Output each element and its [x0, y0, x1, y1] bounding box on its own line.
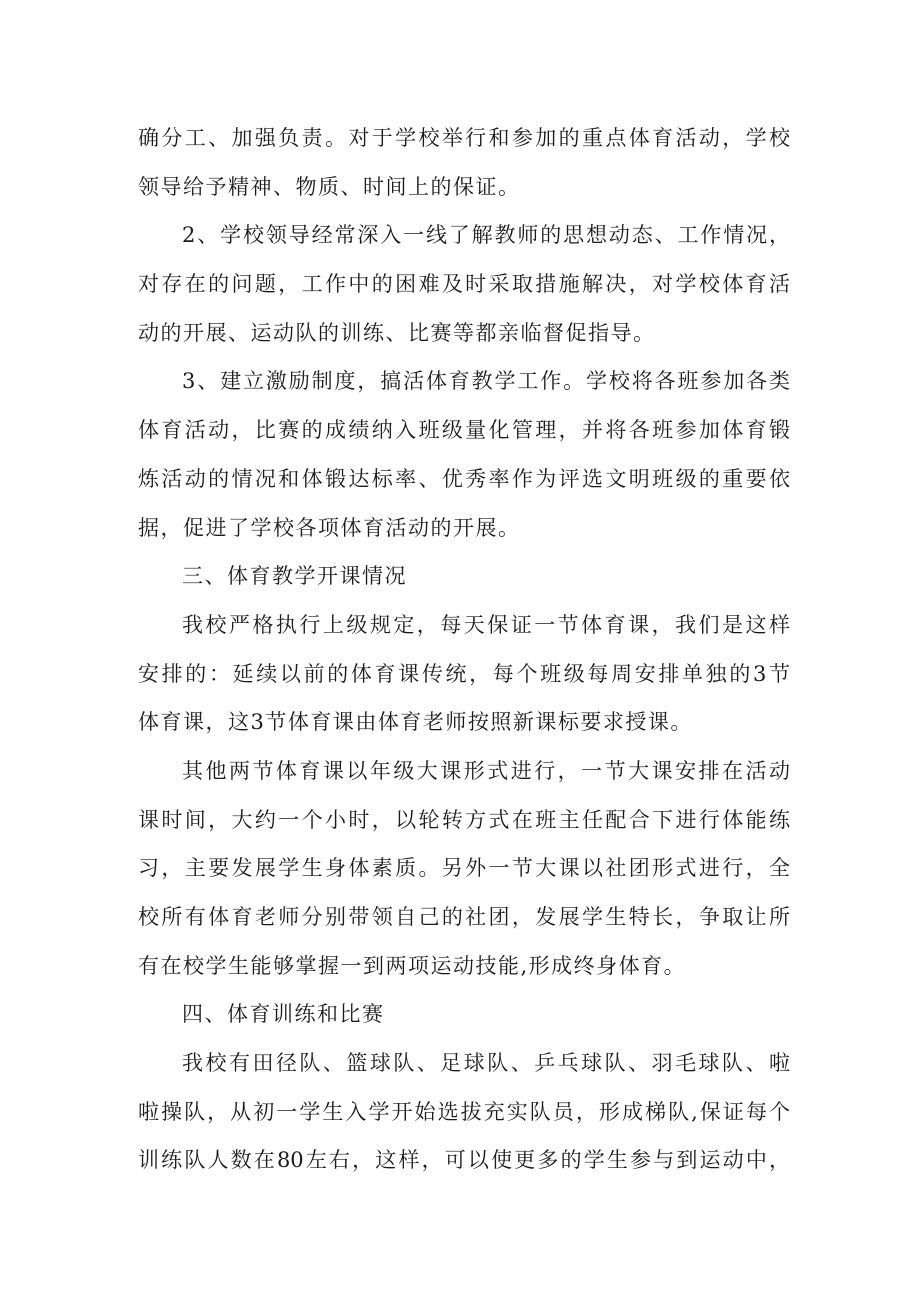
paragraph-5 — [138, 747, 790, 990]
text-line: 确分工、加强负责。对于学校举行和参加的重点体育活动，学校 — [138, 126, 790, 150]
section-heading-3 — [138, 552, 790, 601]
text-line: 3、建立激励制度，搞活体育教学工作。学校将各班参加各类 — [182, 369, 790, 394]
paragraph-4 — [138, 601, 790, 747]
text-line: 炼活动的情况和体锻达标率、优秀率作为评选文明班级的重要依 — [138, 466, 790, 491]
text-line: 体育课，这3节体育课由体育老师按照新课标要求授课。 — [138, 710, 693, 735]
paragraph-6 — [138, 1039, 790, 1185]
text-line: 校所有体育老师分别带领自己的社团，发展学生特长，争取让所 — [138, 905, 790, 929]
text-line: 其他两节体育课以年级大课形式进行，一节大课安排在活动 — [182, 758, 790, 783]
text-line: 啦操队，从初一学生入学开始选拔充实队员，形成梯队,保证每个 — [138, 1099, 790, 1124]
text-line: 安排的：延续以前的体育课传统，每个班级每周安排单独的3节 — [138, 661, 790, 686]
section-heading-4 — [138, 990, 790, 1039]
section-heading: 四、体育训练和比赛 — [182, 1002, 385, 1027]
paragraph-2 — [138, 211, 790, 357]
text-line: 我校严格执行上级规定，每天保证一节体育课，我们是这样 — [182, 612, 790, 637]
text-line: 课时间，大约一个小时，以轮转方式在班主任配合下进行体能练 — [138, 807, 790, 832]
text-line: 对存在的问题，工作中的困难及时采取措施解决，对学校体育活 — [138, 272, 790, 297]
paragraph-3 — [138, 357, 790, 552]
text-line: 体育活动，比赛的成绩纳入班级量化管理，并将各班参加体育锻 — [138, 418, 790, 443]
text-line: 习，主要发展学生身体素质。另外一节大课以社团形式进行，全 — [138, 856, 790, 881]
text-line: 2、学校领导经常深入一线了解教师的思想动态、工作情况， — [182, 223, 790, 248]
text-line: 训练队人数在80左右，这样，可以使更多的学生参与到运动中， — [138, 1148, 790, 1173]
document-body — [138, 114, 790, 1185]
section-heading: 三、体育教学开课情况 — [182, 564, 407, 589]
text-line: 领导给予精神、物质、时间上的保证。 — [138, 174, 521, 199]
text-line: 我校有田径队、篮球队、足球队、乒乓球队、羽毛球队、啦 — [182, 1051, 790, 1076]
paragraph-continued — [138, 114, 790, 211]
text-line: 动的开展、运动队的训练、比赛等都亲临督促指导。 — [138, 320, 656, 345]
text-line: 据，促进了学校各项体育活动的开展。 — [138, 515, 521, 540]
text-line: 有在校学生能够掌握一到两项运动技能,形成终身体育。 — [138, 953, 687, 978]
